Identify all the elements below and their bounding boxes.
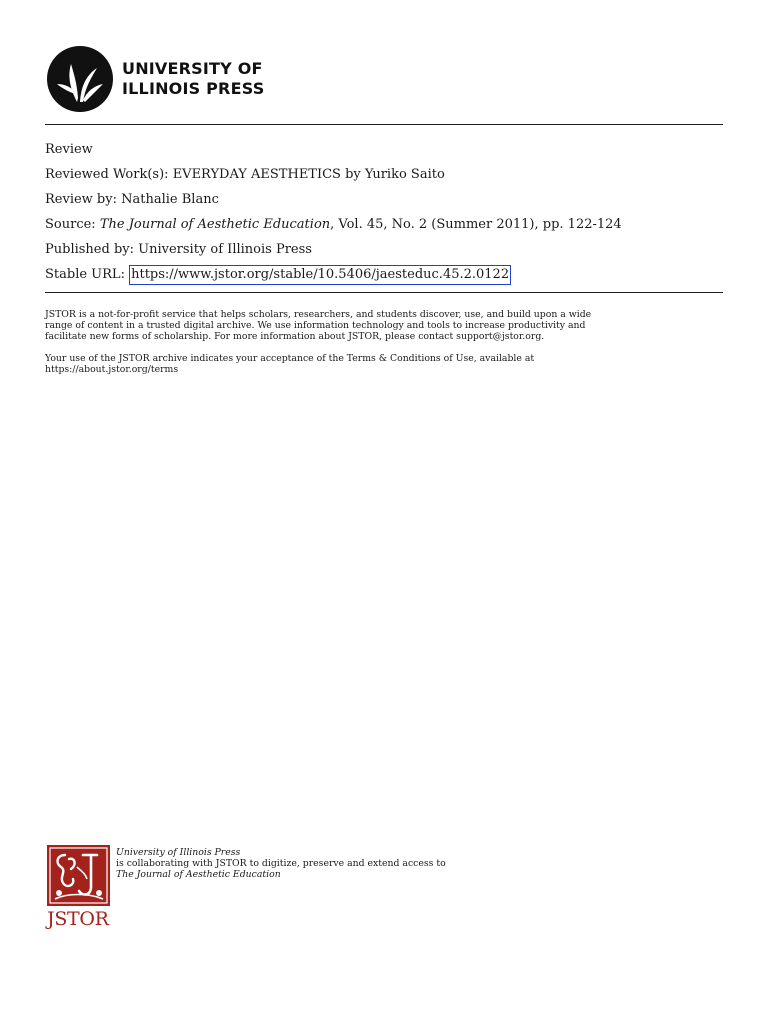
stable-url-link[interactable]: https://www.jstor.org/stable/10.5406/jaesteduc.45.2.0122 bbox=[129, 265, 511, 285]
collab-line-1 bbox=[116, 847, 446, 869]
terms-url[interactable]: https://about.jstor.org/terms bbox=[45, 364, 179, 375]
reviewed-work-line bbox=[45, 162, 622, 187]
jstor-wordmark: JSTOR bbox=[47, 908, 109, 930]
notice-line-1: JSTOR is a not-for-profit service that helps scholars, researchers, and students discover, use, and build upon a wide bbox=[45, 309, 592, 320]
published-by-label: Published by: bbox=[45, 242, 134, 257]
terms-line-1: Your use of the JSTOR archive indicates your acceptance of the Terms & Conditions of Use, available at bbox=[45, 353, 535, 364]
journal-title: The Journal of Aesthetic Education bbox=[99, 217, 331, 232]
collab-publisher: University of Illinois Press bbox=[116, 847, 241, 858]
jstor-seal-icon bbox=[47, 845, 110, 906]
top-divider bbox=[45, 124, 723, 125]
notice-line-2: range of content in a trusted digital archive. We use information technology and tools to increase productivity and bbox=[45, 320, 586, 331]
leaf-emblem-icon bbox=[47, 46, 113, 112]
collaboration-statement bbox=[116, 847, 446, 880]
reviewed-work-value: EVERYDAY AESTHETICS by Yuriko Saito bbox=[172, 167, 445, 182]
publisher-wordmark-line2: ILLINOIS PRESS bbox=[122, 79, 265, 98]
notice-line-3: facilitate new forms of scholarship. For more information about JSTOR, please contact support@jstor.org. bbox=[45, 331, 545, 342]
terms-notice bbox=[45, 353, 725, 375]
stable-url-label: Stable URL: bbox=[45, 267, 125, 282]
review-by-value: Nathalie Blanc bbox=[121, 192, 219, 207]
collab-journal: The Journal of Aesthetic Education bbox=[116, 869, 281, 880]
citation-block bbox=[45, 137, 622, 287]
jstor-notice bbox=[45, 309, 725, 342]
source-line bbox=[45, 212, 622, 237]
stable-url-line bbox=[45, 262, 622, 287]
source-details: , Vol. 45, No. 2 (Summer 2011), pp. 122-124 bbox=[330, 217, 622, 232]
jstor-logo bbox=[47, 845, 113, 930]
published-by-line bbox=[45, 237, 622, 262]
review-by-line bbox=[45, 187, 622, 212]
citation-type: Review bbox=[45, 142, 93, 157]
source-label: Source: bbox=[45, 217, 96, 232]
published-by-value: University of Illinois Press bbox=[138, 242, 312, 257]
review-by-label: Review by: bbox=[45, 192, 117, 207]
middle-divider bbox=[45, 292, 723, 293]
publisher-wordmark-line1: UNIVERSITY OF bbox=[122, 59, 263, 78]
publisher-wordmark bbox=[122, 59, 264, 99]
reviewed-work-label: Reviewed Work(s): bbox=[45, 167, 169, 182]
publisher-logo bbox=[47, 46, 264, 112]
collab-text: is collaborating with JSTOR to digitize, preserve and extend access to bbox=[116, 858, 446, 869]
